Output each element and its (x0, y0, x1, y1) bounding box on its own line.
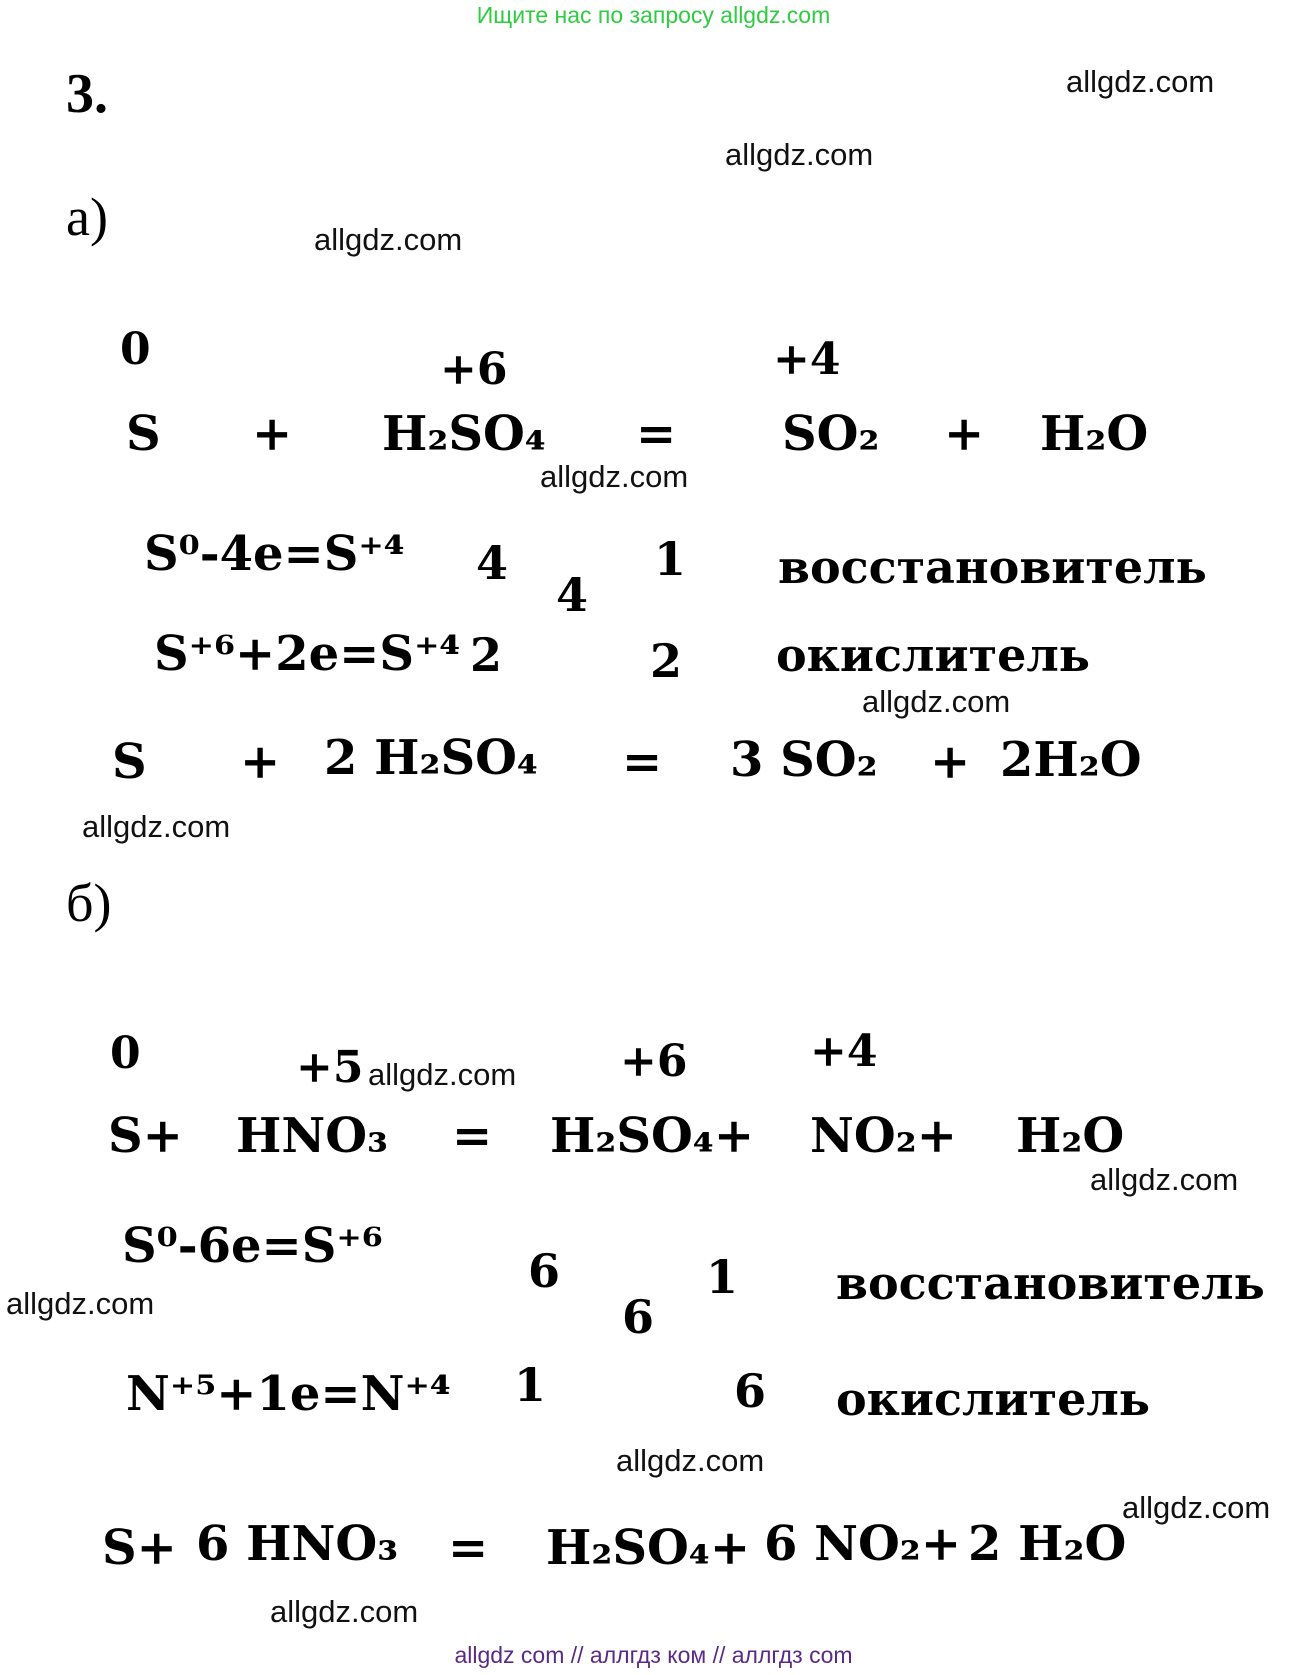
watermark: allgdz.com (862, 684, 1011, 719)
ox-state: +4 (810, 1026, 878, 1077)
final-term: 2H₂O (1000, 732, 1142, 788)
electron-count: 6 (528, 1244, 561, 1298)
ox-state: +5 (296, 1042, 364, 1093)
footer-links[interactable]: allgdz com // аллгдз ком // аллгдз com (454, 1642, 853, 1668)
part-b-label: б) (66, 873, 112, 933)
final-term: + (240, 734, 281, 790)
final-term: S (112, 734, 147, 790)
role-reducer: восстановитель (836, 1256, 1265, 1310)
ox-state: 0 (110, 1028, 141, 1079)
task-number: 3. (66, 63, 108, 125)
final-term: 2 H₂SO₄ (324, 730, 538, 786)
final-term: S+ (102, 1520, 177, 1576)
ox-state: +4 (773, 334, 841, 385)
role-oxidizer: окислитель (776, 628, 1091, 682)
watermark: allgdz.com (540, 459, 689, 494)
half-reaction: S⁺⁶+2e=S⁺⁴ (154, 626, 461, 682)
half-reaction: S⁰-4e=S⁺⁴ (144, 526, 405, 582)
equation-term: H₂O (1016, 1108, 1125, 1164)
role-oxidizer: окислитель (836, 1372, 1151, 1426)
ox-state: +6 (440, 344, 508, 395)
equation-term: H₂SO₄+ (550, 1108, 755, 1164)
equation-term: = (636, 406, 677, 462)
coefficient: 2 (650, 634, 683, 688)
equation-term: + (252, 406, 293, 462)
watermark: allgdz.com (1066, 64, 1215, 99)
electron-count: 4 (476, 536, 509, 590)
final-term: H₂SO₄+ (546, 1520, 751, 1576)
final-term: = (622, 734, 663, 790)
final-term: 6 NO₂+ (764, 1516, 962, 1572)
watermark: allgdz.com (725, 137, 874, 172)
equation-term: SO₂ (782, 406, 880, 462)
equation-term: + (944, 406, 985, 462)
top-banner[interactable]: Ищите нас по запросу allgdz.com (476, 2, 831, 28)
final-term: = (448, 1520, 489, 1576)
ox-state: 0 (120, 324, 151, 375)
watermark: allgdz.com (82, 809, 231, 844)
equation-term: = (452, 1108, 493, 1164)
final-term: 3 SO₂ (730, 732, 878, 788)
watermark: allgdz.com (368, 1057, 517, 1092)
half-reaction: N⁺⁵+1e=N⁺⁴ (126, 1366, 451, 1422)
lcm: 4 (556, 568, 589, 622)
equation-term: NO₂+ (810, 1108, 957, 1164)
final-term: 6 HNO₃ (196, 1516, 399, 1572)
lcm: 6 (622, 1290, 655, 1344)
role-reducer: восстановитель (778, 540, 1207, 594)
electron-count: 2 (470, 628, 503, 682)
equation-term: HNO₃ (236, 1108, 389, 1164)
equation-term: H₂O (1040, 406, 1149, 462)
equation-term: S+ (108, 1108, 183, 1164)
watermark: allgdz.com (616, 1443, 765, 1478)
watermark: allgdz.com (270, 1594, 419, 1629)
ox-state: +6 (620, 1036, 688, 1087)
coefficient: 1 (706, 1250, 739, 1304)
part-a-label: а) (66, 187, 108, 247)
electron-count: 1 (514, 1358, 547, 1412)
equation-term: S (126, 406, 161, 462)
watermark: allgdz.com (1122, 1490, 1271, 1525)
equation-term: H₂SO₄ (382, 406, 546, 462)
watermark: allgdz.com (314, 222, 463, 257)
final-term: 2 H₂O (968, 1516, 1127, 1572)
coefficient: 1 (654, 532, 687, 586)
coefficient: 6 (734, 1364, 767, 1418)
watermark: allgdz.com (1090, 1162, 1239, 1197)
final-term: + (930, 734, 971, 790)
half-reaction: S⁰-6e=S⁺⁶ (122, 1218, 383, 1274)
watermark: allgdz.com (6, 1286, 155, 1321)
